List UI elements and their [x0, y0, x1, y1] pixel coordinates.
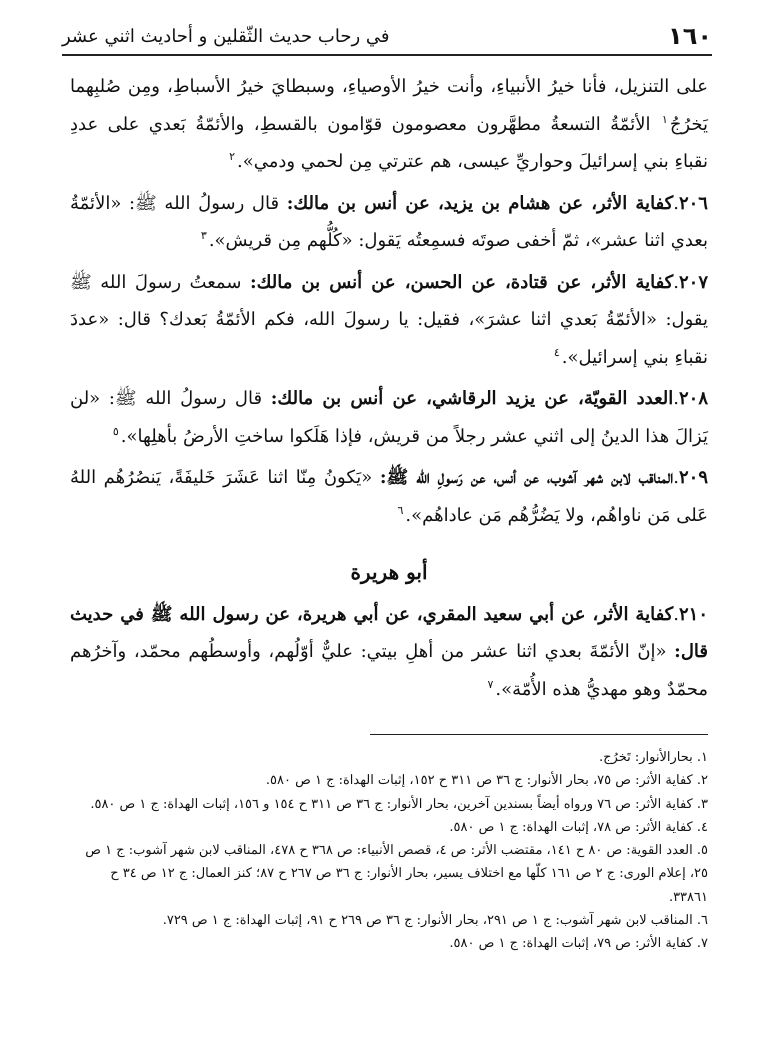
- footnote-number: ١.: [696, 750, 708, 765]
- hadith-paragraph: ٢٠٧.كفاية الأثر، عن قتادة، عن الحسن، عن أنس بن مالك: سمعتُ رسولَ الله ﷺ يقول: «الأئمّةُ بَعدي اثنا عشرَ»، فقيل: يا رسولَ الله، فكم الأئمّةُ بَعدك؟ قال: «عددَ نقباءِ بني إسرائيل».$^٤$: [70, 271, 708, 368]
- main-text: [70, 68, 708, 708]
- hadith-text: سمعتُ رسولَ الله ﷺ يقول: «الأئمّةُ بَعدي اثنا عشرَ»، فقيل: يا رسولَ الله، فكم الأئمّةُ بَعدك؟ قال: «عددَ نقباءِ بني إسرائيل».: [70, 271, 708, 368]
- hadith-number: ٢١٠: [678, 603, 708, 625]
- footnote-divider: [370, 734, 708, 735]
- hadith-source: كفاية الأثر، عن هشام بن يزيد، عن أنس بن مالك:: [286, 192, 674, 214]
- continuation-paragraph: [70, 68, 708, 181]
- footnote-number: ٧.: [696, 936, 708, 952]
- footnote-marker: ٤: [553, 345, 560, 359]
- hadith-text: «إنّ الأئمّةَ بعدي اثنا عشر من أهلِ بيتي: عليٌّ أوّلُهم، وأوسطُهم محمّد، وآخرُهم محمّدٌ وهو مهديُّ هذه الأُمّة».: [70, 641, 708, 700]
- footnote-marker: ٢: [229, 150, 235, 163]
- running-title: في رحاب حديث الثّقلين و أحاديث اثني عشر: [62, 26, 390, 47]
- hadith-paragraph: ٢١٠.كفاية الأثر، عن أبي سعيد المقري، عن أبي هريرة، عن رسول الله ﷺ في حديث قال: «إنّ الأئمّةَ بعدي اثنا عشر من أهلِ بيتي: عليٌّ أوّلُهم، وأوسطُهم محمّد، وآخرُهم محمّدٌ وهو مهديُّ هذه الأُمّة».$^٧$: [70, 603, 708, 700]
- footnote: [68, 816, 708, 839]
- footnote-marker: ١: [661, 112, 668, 126]
- hadith-number: ٢٠٧: [678, 271, 708, 293]
- hadith-paragraph: ٢٠٨.العدد القويّة، عن يزيد الرقاشي، عن أنس بن مالك: قال رسولُ الله ﷺ: «لن يَزالَ هذا الدينُ إلى اثني عشر رجلاً من قريش، فإذا هَلَكوا ساختِ الأرضُ بأهلِها».$^٥$: [70, 388, 708, 447]
- footnote-number: ٣.: [696, 796, 708, 812]
- footnote-text: كفاية الأثر: ص ٧٦ ورواه أيضاً بسندين آخرين، بحار الأنوار: ج ٣٦ ص ٣١١ ح ١٥٤ و ١٥٦، إثبات الهداة: ج ١ ص ٥٨٠.: [90, 796, 693, 812]
- hadith-source: العدد القويّة، عن يزيد الرقاشي، عن أنس بن مالك:: [270, 388, 674, 409]
- footnote-number: ٤.: [696, 819, 708, 835]
- hadith-text: قال رسولُ الله ﷺ: «لن يَزالَ هذا الدينُ إلى اثني عشر رجلاً من قريش، فإذا هَلَكوا ساختِ الأرضُ بأهلِها».: [70, 388, 708, 447]
- hadith-paragraph: ٢٠٩.المناقب لابن شهر آشوب، عن أنس، عن رَسولِ الله ﷺ: «يَكونُ مِنّا اثنا عَشَرَ خَليفَةً، يَنصُرُهُم اللهُ عَلى مَن ناواهُم، ولا يَضُرُّهُم مَن عاداهُم».$^٦$: [70, 467, 708, 526]
- hadith-number: ٢٠٨: [678, 388, 708, 409]
- footnote: [68, 909, 708, 932]
- section-heading: أبو هريرة: [350, 560, 428, 584]
- page-header: [62, 14, 712, 56]
- footnote: [68, 793, 708, 816]
- footnote: [68, 839, 708, 909]
- hadith-source: كفاية الأثر، عن أبي سعيد المقري، عن أبي هريرة، عن رسول الله ﷺ في حديث قال:: [70, 603, 708, 662]
- hadith-text: قال رسولُ الله ﷺ: «الأئمّةُ بعدي اثنا عشر»، ثمّ أخفى صوتَه فسمِعتُه يَقول: «كُلُّهم مِن قريش».: [70, 192, 708, 251]
- footnote-text: كفاية الأثر: ص ٧٥، بحار الأنوار: ج ٣٦ ص ٣١١ ح ١٥٢، إثبات الهداة: ج ١ ص ٥٨٠.: [265, 773, 693, 789]
- footnote-marker: ٥: [112, 424, 119, 438]
- footnote: [68, 932, 708, 955]
- hadith-paragraph: ٢٠٦.كفاية الأثر، عن هشام بن يزيد، عن أنس بن مالك: قال رسولُ الله ﷺ: «الأئمّةُ بعدي اثنا عشر»، ثمّ أخفى صوتَه فسمِعتُه يَقول: «كُلُّهم مِن قريش».$^٣$: [70, 192, 708, 251]
- footnote: [68, 746, 708, 769]
- footnote-text: العدد القوية: ص ٨٠ ح ١٤١، مقتضب الأثر: ص ٤، قصص الأنبياء: ص ٣٦٨ ح ٤٧٨، المناقب لابن شهر آشوب: ج ١ ص ٢٥، إعلام الورى: ج ٢ ص ١٦١ كلّها مع اختلاف يسير، بحار الأنوار: ج ٣٦ ص ٢٦٧ ح ٨٧؛ كنز العمال: ج ١٢ ص ٣٤ ح ٣٣٨٦١.: [85, 843, 708, 905]
- hadith-source: المناقب لابن شهر آشوب، عن أنس، عن رَسولِ الله ﷺ:: [379, 467, 674, 488]
- footnote-text: كفاية الأثر: ص ٧٨، إثبات الهداة: ج ١ ص ٥٨٠.: [449, 819, 693, 835]
- footnote-text: بحارالأنوار: تَخرُج.: [599, 750, 693, 765]
- continuation-text-b: الأئمّةُ التسعةُ مطهَّرون معصومون قوّامون بالقسطِ، والأئمّةُ بَعدي على عددِ نقباءِ بني إسرائيلَ وحواريِّ عيسى، هم عترتي مِن لحمي ودمي».: [70, 113, 708, 172]
- page-number: ١٦٠: [668, 22, 712, 50]
- hadith-source: كفاية الأثر، عن قتادة، عن الحسن، عن أنس بن مالك:: [249, 271, 674, 293]
- hadith-text: «يَكونُ مِنّا اثنا عَشَرَ خَليفَةً، يَنصُرُهُم اللهُ عَلى مَن ناواهُم، ولا يَضُرُّهُم مَن عاداهُم».: [70, 467, 708, 526]
- footnote-marker: ٧: [487, 677, 494, 691]
- hadith-number: ٢٠٩: [678, 467, 708, 488]
- footnotes: [68, 746, 708, 956]
- footnote-text: المناقب لابن شهر آشوب: ج ١ ص ٢٩١، بحار الأنوار: ج ٣٦ ص ٢٦٩ ح ٩١، إثبات الهداة: ج ١ ص ٧٢٩.: [162, 913, 693, 929]
- hadith-number: ٢٠٦: [678, 192, 708, 214]
- footnote: [68, 769, 708, 792]
- footnote-marker: ٣: [200, 229, 207, 242]
- footnote-marker: ٦: [397, 503, 404, 517]
- footnote-text: كفاية الأثر: ص ٧٩، إثبات الهداة: ج ١ ص ٥٨٠.: [449, 936, 693, 952]
- continuation-text-a: على التنزيل، فأنا خيرُ الأنبياءِ، وأنت خيرُ الأوصياءِ، وسبطايَ خيرُ الأسباطِ، ومِن صُلبِهما يَخرُجُ: [70, 76, 708, 135]
- footnote-number: ٢.: [696, 773, 708, 789]
- footnote-number: ٥.: [696, 843, 708, 859]
- footnote-number: ٦.: [696, 913, 708, 929]
